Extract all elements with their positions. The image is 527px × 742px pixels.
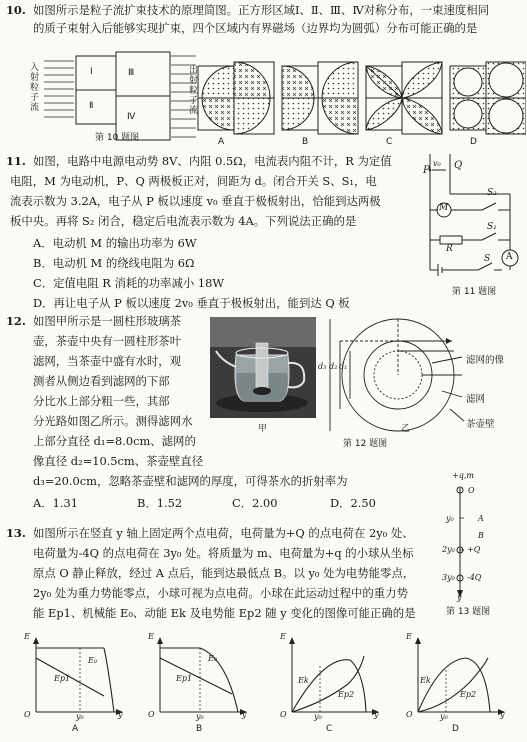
photo-caption: 甲 <box>258 424 268 434</box>
option-b-label: B <box>302 137 309 147</box>
graph-a-curve-e0: E₀ <box>88 656 98 665</box>
input-beam-label: 入射粒子流 <box>30 63 40 113</box>
q11-line-3: 流表示数为 3.2A，电子从 P 板以速度 v₀ 垂直于极板射出，恰能到达两极 <box>10 194 381 208</box>
graph-d-origin: O <box>406 710 413 719</box>
option-a-label: A <box>218 137 225 147</box>
region-1-box <box>76 56 116 90</box>
q11-line-1: 如图，电路中电源电动势 8V、内阻 0.5Ω，电流表内阻不计，R 为定值 <box>33 154 392 168</box>
region-1-label: Ⅰ <box>90 67 93 77</box>
region-4-label: Ⅳ <box>127 112 136 122</box>
q13-fig-caption: 第 13 题图 <box>446 607 491 617</box>
y-axis-label: y <box>457 593 462 602</box>
graph-d-e-label: E <box>406 632 412 641</box>
3y0-label: 3y₀ <box>442 573 455 582</box>
d2-label: d₂ <box>329 362 338 371</box>
v0-label: v₀ <box>433 159 441 168</box>
graph-a-option-label: A <box>72 724 79 734</box>
q12-line-6: 分光路如图乙所示。测得滤网水 <box>33 414 193 428</box>
point-b-label: B <box>478 531 484 540</box>
q11-line-2: 电阻，M 为电动机，P、Q 两极板正对，间距为 d。闭合开关 S、S₁，电 <box>10 174 377 188</box>
graph-a-y-axis: y <box>118 710 123 719</box>
motor-label: M <box>439 203 449 213</box>
filter-label: 滤网 <box>466 394 486 405</box>
graph-c-y-axis: y <box>374 710 379 719</box>
d3-label: d₃ <box>318 362 327 371</box>
option-c-label: C <box>386 137 393 147</box>
graph-b-option-label: B <box>196 724 203 734</box>
q12-option-a: A．1.31 <box>33 496 78 510</box>
region-2-box <box>76 90 116 124</box>
q11-option-b: B．电动机 M 的绕线电阻为 6Ω <box>33 256 195 270</box>
option-a-figure <box>198 62 274 134</box>
q12-line-2: 壶，茶壶中央有一圆柱形茶叶 <box>33 334 182 348</box>
resistor-r-label: R <box>446 244 453 254</box>
teapot-photo <box>210 317 316 418</box>
switch-s1-label: S₁ <box>487 222 497 232</box>
graph-c-curve-ep2: Ep2 <box>338 690 355 699</box>
2y0-label: 2y₀ <box>442 545 455 554</box>
graph-a-origin: O <box>24 710 31 719</box>
q11-number: 11. <box>6 154 26 168</box>
point-a-label: A <box>478 514 484 523</box>
option-d-label: D <box>470 137 477 147</box>
q12-line-last: d₃=20.0cm，忽略茶壶壁和滤网的厚度，可得茶水的折射率为 <box>33 474 348 488</box>
q11-option-c: C．定值电阻 R 消耗的功率减小 18W <box>33 276 225 290</box>
graph-b-y-axis: y <box>242 710 247 719</box>
q12-option-b: B．1.52 <box>137 496 183 510</box>
q13-number: 13. <box>6 526 26 540</box>
test-charge-label: +q,m <box>452 471 474 480</box>
option-d-figure <box>450 62 526 134</box>
plate-q-label: Q <box>454 160 463 171</box>
q12-fig-caption: 第 12 题图 <box>343 439 388 449</box>
graph-d-curve-ek: Ek <box>420 676 431 685</box>
q12-option-d: D．2.50 <box>330 496 376 510</box>
q11-option-a: A．电动机 M 的输出功率为 6W <box>33 236 197 250</box>
q10-line-1: 如图所示是粒子流扩束技术的原理简图。正方形区域Ⅰ、Ⅱ、Ⅲ、Ⅳ对称分布，一束速度相同 <box>33 3 490 17</box>
q11-line-4: 板中央。再将 S₂ 闭合，稳定后电流表示数为 4A。下列说法正确的是 <box>10 214 357 228</box>
graph-b-e-label: E <box>148 632 154 641</box>
graph-b <box>152 636 248 720</box>
graph-c-option-label: C <box>326 724 333 734</box>
graph-a-y0: y₀ <box>76 712 84 721</box>
q10-line-2: 的质子束射入后能够实现扩束，四个区域内有界磁场（边界均为圆弧）分布可能正确的是 <box>33 21 478 35</box>
graph-a-e-label: E <box>24 632 30 641</box>
q13-line-3: 原点 O 静止释放，经过 A 点后，能到达最低点 B。以 y₀ 处为电势能零点， <box>33 566 415 580</box>
graph-c-curve-ek: Ek <box>298 676 309 685</box>
option-b-figure <box>282 62 358 134</box>
charge-minus-4q-label: -4Q <box>467 573 482 582</box>
q13-line-1: 如图所示在竖直 y 轴上固定两个点电荷，电荷量为+Q 的点电荷在 2y₀ 处、 <box>33 526 414 540</box>
q11-fig-caption: 第 11 题图 <box>452 287 497 297</box>
q11-circuit-figure <box>418 150 523 290</box>
proton-beam-arrows <box>44 61 74 117</box>
diagram-caption: 乙 <box>401 424 411 434</box>
output-beam-label: 出射粒子流 <box>189 66 199 116</box>
q12-line-5: 分比水上部分粗一些，其部 <box>33 394 170 408</box>
graph-b-origin: O <box>148 710 155 719</box>
q12-line-4: 测者从侧边看到滤网的下部 <box>33 374 170 388</box>
d1-label: d₁ <box>339 362 348 371</box>
graph-d-curve-ep2: Ep2 <box>460 690 477 699</box>
switch-s2-label: S₂ <box>487 188 497 198</box>
ammeter-label: A <box>506 252 513 262</box>
q11-option-d: D．再让电子从 P 板以速度 2v₀ 垂直于极板射出，能到达 Q 板 <box>33 296 350 310</box>
q10-number: 10. <box>6 3 26 17</box>
graph-b-curve-e0: E₀ <box>208 654 218 663</box>
plate-p-label: P <box>423 165 430 176</box>
region-3-label: Ⅲ <box>128 68 135 78</box>
option-c-figure <box>366 62 442 134</box>
q12-line-1: 如图甲所示是一圆柱形玻璃茶 <box>33 314 182 328</box>
q12-line-7: 上部分直径 d₁=8.0cm、滤网的 <box>33 434 196 448</box>
graph-d-y0: y₀ <box>440 712 448 721</box>
graph-c-y0: y₀ <box>314 712 322 721</box>
y0-label: y₀ <box>446 514 454 523</box>
q12-line-8: 像直径 d₂=10.5cm、茶壶壁直径 <box>33 454 204 468</box>
q13-line-5: 能 Ep1、机械能 E₀、动能 Ek 及电势能 Ep2 随 y 变化的图像可能正确的是 <box>33 606 416 620</box>
refraction-diagram <box>322 317 526 435</box>
teapot-wall-label: 茶壶壁 <box>466 419 495 430</box>
origin-label: O <box>468 486 475 495</box>
charge-plus-q-label: +Q <box>467 545 481 554</box>
q10-fig-caption: 第 10 题图 <box>95 133 140 143</box>
q13-line-4: 2y₀ 处为重力势能零点，小球可视为点电荷。小球在此运动过程中的重力势 <box>33 586 408 600</box>
q13-line-2: 电荷量为-4Q 的点电荷在 3y₀ 处。将质量为 m、电荷量为+q 的小球从坐标 <box>33 546 414 560</box>
graph-b-y0: y₀ <box>196 712 204 721</box>
region-3-box <box>116 52 170 96</box>
q12-line-3: 滤网，当茶壶中盛有水时，观 <box>33 354 182 368</box>
graph-c-e-label: E <box>280 632 286 641</box>
switch-s-label: S <box>484 254 491 264</box>
q10-option-figures <box>196 56 526 136</box>
graph-c-origin: O <box>280 710 287 719</box>
q12-number: 12. <box>6 314 26 328</box>
graph-d-y-axis: y <box>500 710 505 719</box>
q12-option-c: C．2.00 <box>232 496 278 510</box>
graph-b-curve-ep1: Ep1 <box>176 674 193 683</box>
region-2-label: Ⅱ <box>89 101 94 111</box>
filter-image-label: 滤网的像 <box>466 355 505 366</box>
graph-a-curve-ep1: Ep1 <box>54 674 71 683</box>
graph-a <box>28 636 124 720</box>
graph-d-option-label: D <box>452 724 459 734</box>
